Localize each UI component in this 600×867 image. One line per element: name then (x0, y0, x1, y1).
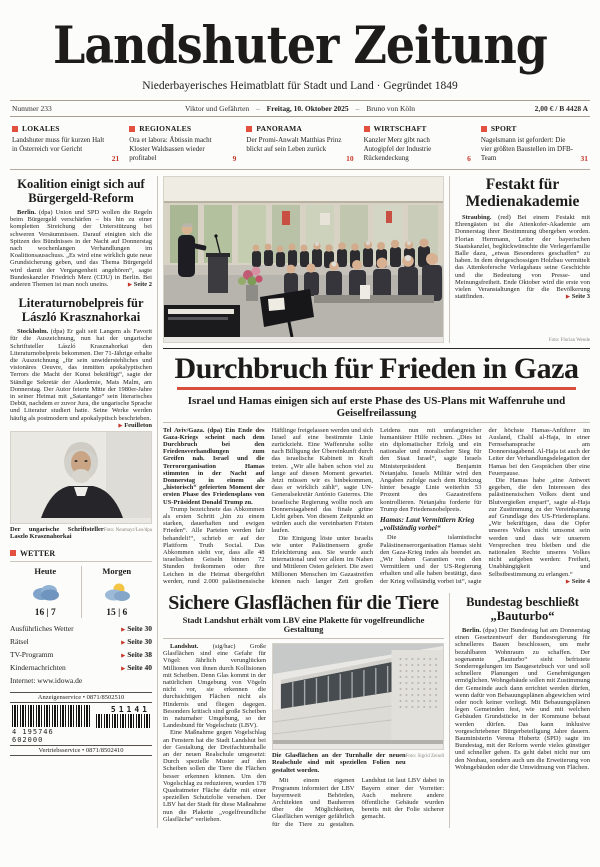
article-body (455, 627, 590, 771)
teaser-panorama[interactable] (246, 124, 353, 163)
dateline: Tel Aviv/Gaza. (163, 426, 205, 434)
teaser-text: Kanzler Merz gibt nach Autogipfel der Industrie Rückendeckung (363, 136, 432, 162)
weather-links (10, 624, 152, 685)
jump-label: Feuilleton (124, 421, 152, 429)
jump-arrow-icon: ▶ (121, 652, 126, 659)
body-text: (dpa) Er galt seit Langem als Favorit für die Auszeichnung, nun hat der ungarische Schriftsteller László Krasznahorkai den Literaturnobelpreis bekommen. Der 71-Jährige erhalte die Auszeichnung „für sein unwiderstehliches und visionäres Oeuvre, das inmitten apokalyptischen Terrors die Macht der Kunst bekräftigt“, sagte der Ständige Sekretär der Akademie, Mats Malm, am Donnerstag. Der Autor feierte Mitte der 1980er-Jahre in seiner Heimat mit „Satantango“ sein literarisches Debüt, nachdem er zuvor Jura, die ungarische Sprache und Literatur studiert hatte. Seine Werke werden häufig als postmodern und apokalyptisch beschrieben. (10, 328, 152, 422)
price-label: 2,00 € / B 4428 A (534, 104, 588, 113)
barcode-block (10, 703, 152, 745)
article-body (10, 209, 152, 288)
body-text: (red) Bei einem Festakt mit Ehrengästen ist die Attenkofer-Akademie am Donnerstag ihrer Bestimmung übergeben worden. Florian Herrmann, Leiter der bayerischen Staatskanzlei, beglückwünschte die Verlegerfamilie Balle dazu, „etwas Besonderes geschaffen“ zu haben. In dem dreigeschossigen Holzbau vermittelt das Attenkofersche Verlagshaus seine Geschichte und die Bedeutung von Presse- und Meinungsfreiheit. Ende Oktober wird die erste von vielen Veranstaltungen für die Bevölkerung stattfinden. (455, 214, 591, 301)
link-label: TV-Programm (10, 649, 54, 659)
red-square-icon (10, 550, 16, 556)
section-teaser-bar (10, 117, 590, 170)
article-headline (455, 595, 590, 623)
page-number[interactable]: 6 (467, 154, 471, 163)
article-body (10, 328, 152, 429)
article-body (163, 643, 444, 828)
article-body (163, 427, 590, 586)
text-columns (272, 777, 444, 827)
ean-number: 4 195746 602000 (12, 727, 54, 744)
section-header (12, 124, 119, 133)
teaser-text: Der Promi-Anwalt Matthias Prinz blickt auf sein Leben zurück (246, 136, 342, 153)
weather-link-row[interactable] (10, 663, 152, 672)
weather-link-row[interactable] (10, 624, 152, 633)
article-glasflaechen (163, 593, 444, 828)
jump-arrow-icon: ▶ (127, 282, 133, 289)
jump-label: Seite 3 (571, 293, 590, 301)
dateline: Straubing. (462, 214, 492, 221)
author-portrait-block (10, 431, 152, 541)
forecast-tomorrow (81, 566, 153, 618)
red-square-icon (481, 126, 487, 132)
article-headline: Sichere Glasflächen für die Tiere (168, 591, 439, 614)
page-number[interactable]: 9 (232, 154, 237, 163)
page-label: Seite 40 (127, 662, 152, 672)
photo-and-text (272, 643, 444, 828)
body-paragraph: Mit einem eigenen Programm informiert der LBV bayernweit Behörden, Architekten und Bauherren über die Möglichkeiten, Glasflächen weniger gefährlich für die Tiere zu gestalten. Landshut ist laut LBV dabei in Bayern einer der Vorreiter: Auch mehrere andere öffentliche Gebäude wurden bereits mit der Folie sicherer gemacht. (272, 777, 444, 828)
photo-caption (272, 752, 444, 775)
top-row (163, 176, 590, 343)
main-headline: Durchbruch für Frieden in Gaza (174, 352, 579, 385)
jump-reference[interactable] (111, 422, 152, 430)
teaser-sport[interactable] (481, 124, 588, 163)
forecast-temps: 16 | 7 (34, 607, 56, 618)
section-name: PANORAMA (256, 124, 303, 133)
ean-barcode (12, 705, 90, 744)
column-divider (449, 593, 450, 828)
date-line (132, 104, 468, 113)
article-headline: Literaturnobelpreis für László Krasznahorkai (18, 296, 144, 324)
jump-reference[interactable] (559, 293, 590, 301)
article-headline: Koalition einigt sich auf Bürgergeld-Reform (17, 177, 145, 205)
caption-text: Der ungarische Schriftsteller Laszlo Krasznahorkai (10, 525, 104, 541)
link-label: Kindernachrichten (10, 662, 66, 672)
teaser-regionales[interactable] (129, 124, 236, 163)
page-label: Seite 30 (127, 623, 152, 633)
dateline: Berlin. (462, 626, 481, 634)
body-text: (dpa) Der Bundestag hat am Donnerstag einen Gesetzentwurf der Bundesregierung für schnelleres Bauen beschlossen, um mehr bezahlbaren Wohnraum zu schaffen. Der sogenannte „Bauturbo“ sieht befristete Sonderregelungen im Baugesetzbuch vor und soll schnellere Planungen und Genehmigungen ermöglichen. Wohngebäude sollen mit Zustimmung der Gemeinde auch dann errichtet werden dürfen, wenn dafür von Bebauungsplänen abgewichen wird oder noch keiner vorliegt. Mit Bebauungsplänen legen Gemeinden fest, wie und mit welchen Gebäuden Grundstücke in der Kommune bebaut werden dürfen. Das kann inklusive vorgeschriebener Bürgerbeteiligung Jahre dauern. Bauministerin Verena Hubertz (SPD) sagte im Bundestag, mit der Reform werde vieles günstiger und schneller gehen. Es geht dabei nicht nur um den Neubau, sondern auch um die Erweiterung von Wohngebäuden oder die Umwidmung von Flächen. (455, 626, 590, 771)
name-day-left: Viktor und Gefährten (185, 104, 250, 113)
forecast-day-label: Morgen (102, 565, 132, 576)
internet-link[interactable]: Internet: www.idowa.de (10, 675, 83, 685)
article-buergergeld (10, 178, 152, 288)
section-header (246, 124, 353, 133)
teaser-wirtschaft[interactable] (364, 124, 471, 163)
column-divider (157, 176, 158, 828)
red-square-icon (129, 126, 135, 132)
jump-arrow-icon: ▶ (565, 294, 571, 301)
section-header (129, 124, 236, 133)
keyboard (164, 305, 240, 337)
article-body (455, 214, 590, 301)
jump-label: Seite 2 (133, 281, 152, 289)
article-nobelpreis (10, 296, 152, 429)
issue-number: Nummer 233 (12, 104, 52, 113)
edition-code: 51141 (110, 704, 150, 714)
link-page (121, 637, 152, 646)
body-paragraph: Die islamistische Palästinenserorganisation Hamas sieht den Gaza-Krieg indes als beendet an. „Wir haben Garantien von den Vermittlern und der US-Regierung erhalten und alle haben bestätigt, dass der Krieg vollständig vorbei ist“, sagte der höchste Hamas-Anführer im Ausland, Chalil al-Haja, in einer Fernsehansprache am Donnerstagabend. Al-Haja ist auch der Leiter der Verhandlungsdelegation der Hamas bei den Gesprächen über eine Feuerpause. (380, 426, 590, 585)
portrait-illustration (11, 432, 151, 518)
section-header (364, 124, 471, 133)
photo-credit: Foto: Sigrid Zeindl (405, 753, 444, 759)
photo-credit: Foto: Neumayr/Leo/dpa (103, 527, 152, 533)
weather-link-row[interactable] (10, 637, 152, 646)
section-name: REGIONALES (139, 124, 192, 133)
section-header (481, 124, 588, 133)
paper-subtitle: Niederbayerisches Heimatblatt für Stadt und Land · Gegründet 1849 (142, 80, 458, 92)
forecast-today (10, 566, 81, 618)
jump-arrow-icon: ▶ (121, 665, 126, 672)
sub-headline: Israel und Hamas einigen sich auf erste Phase des US-Plans mit Waffenruhe und Geiselfreilassung (187, 394, 566, 419)
divider-rule (163, 422, 590, 423)
article-festakt (455, 176, 590, 343)
masthead (10, 6, 590, 93)
body-paragraph: Die Einigung löste unter Israelis wie unter Palästinensern große Erleichterung aus. Sie wurde auch international und vor allem im Nahen und Mittleren Osten gefeiert. Die zwei Millionen Menschen im Gazastreifen können nach langer Zeit großen Leidens nun mit umfangreicher humanitärer Hilfe rechnen. „Dies ist ein diplomatischer Erfolg und ein nationaler und moralischer Sieg für den Staat Israel“, sagte Israels Ministerpräsident Benjamin Netanjahu. Israels Militär wird den Angaben zufolge nach dem Rückzug hinter besagte Linie weiterhin 53 Prozent des Gazastreifens kontrollieren. Netanjahu forderte für Trump den Friedensnobelpreis. (271, 426, 482, 585)
content-area (10, 176, 590, 828)
page-number[interactable]: 21 (111, 154, 120, 163)
headline-underline (177, 387, 576, 390)
dateline: Landshut. (170, 642, 199, 650)
body-paragraph: (sig/hac) Große Glasflächen sind eine Gefahr für Vögel: Jährlich verunglücken Millionen von ihnen durch Kollisionen mit Scheiben. Denn Glas kommt in der natürlichen Umgebung von Vögeln nicht vor, sie erkennen die durchsichtigen Flächen nicht als Hindernis und fliegen dagegen. Besonders kritisch sind große Scheiben in naturnaher Umgebung, so der Landesbund für Vogelschutz (LBV). (163, 642, 267, 730)
red-square-icon (364, 126, 370, 132)
link-page (121, 650, 152, 659)
forecast-temps: 15 | 6 (106, 607, 128, 618)
section-name: LOKALES (22, 124, 60, 133)
building-photo (272, 643, 444, 750)
page-number[interactable]: 10 (346, 154, 354, 163)
main-event-photo (163, 176, 444, 343)
page-label: Seite 30 (127, 636, 152, 646)
text-column (163, 643, 266, 828)
dateline: Stockholm. (17, 328, 49, 336)
building-illustration (273, 644, 443, 744)
headline-line: „Bauturbo“ (490, 608, 555, 623)
photo-credit: Foto: Florian Wende (548, 338, 590, 343)
body-paragraph: Die Hamas habe „eine Antwort gegeben, die den Interessen des palästinensischen Volkes dient und Blutvergießen erspart“, sagte al-Haja zur Zustimmung zu der Vereinbarung auf Grundlage des US-Friedensplans. „Wir bekräftigen, dass die Opfer unseres Volkes nicht umsonst sein werden und dass wir unserem Versprechen treu bleiben und die nationalen Rechte unseres Volkes nicht aufgeben werden: Freiheit, Unabhängigkeit und Selbstbestimmung zu erlangen.“ (488, 476, 590, 578)
forecast-day-label: Heute (34, 565, 57, 576)
author-portrait-photo (10, 431, 152, 524)
cloudy-icon (10, 579, 81, 605)
body-text: (dpa) Union und SPD wollen die Regeln beim Bürgergeld verschärfen – bis hin zu einer kompletten Streichung der Unterstützung bei schweren Versäumnissen. Darauf einigten sich die Spitzen des Bündnisses in der Nacht auf Donnerstag nach wochenlangen Verhandlungen im Koalitionsausschuss. „Es wird eine wirklich gute neue Grundsicherung geben, und das Thema Bürgergeld wird damit der Vergangenheit angehören“, sagte Bundeskanzler Friedrich Merz (CDU) in Berlin. Bei anderen Themen ist man noch uneins. (10, 209, 152, 289)
issue-date: Freitag, 10. Oktober 2025 (266, 104, 349, 113)
section-name: WIRTSCHAFT (373, 124, 427, 133)
link-label: Ausführliches Wetter (10, 623, 74, 633)
headline-line: Bundestag beschließt (466, 594, 579, 609)
barcode-image (96, 714, 150, 728)
dash-separator: – (355, 104, 360, 113)
jump-arrow-icon: ▶ (121, 626, 126, 633)
sub-headline: Stadt Landshut erhält vom LBV eine Plakette für vogelfreundliche Gestaltung (182, 614, 425, 635)
jump-arrow-icon: ▶ (565, 578, 571, 585)
teaser-lokales[interactable] (12, 124, 119, 163)
ad-service-line: Anzeigenservice • 0871/8502510 (10, 693, 152, 703)
edition-barcode (96, 705, 150, 728)
weather-header (10, 549, 152, 562)
weather-box (10, 549, 152, 685)
link-label: Rätsel (10, 636, 29, 646)
body-paragraph: Eine Maßnahme gegen Vogelschlag an Fenstern hat die Stadt Landshut bei der Gestaltung der Dreifachturnhalle an der neuen Realschule umgesetzt: Durch spezielle Muster auf den Scheiben sollen die Tiere die Flächen besser erkennen können. Um den Vogelschlag zu reduzieren, wurden 178 Quadratmeter Fläche dafür mit einer speziellen Schutzfolie versehen. Der LBV hat der Stadt für diese Maßnahme nun die Plakette „vogelfreundliche Glasfläche“ verliehen. (163, 729, 266, 823)
page-label: Seite 38 (127, 649, 152, 659)
bottom-row (163, 593, 590, 828)
photo-caption (10, 526, 152, 541)
jump-reference[interactable] (559, 578, 590, 586)
distribution-service-line: Vertriebsservice • 0871/8502410 (10, 745, 152, 755)
divider-rule (163, 638, 444, 639)
caption-text: Die Glasflächen an der Turnhalle der neuen Realschule sind mit speziellen Folien neu gestaltet worden. (272, 751, 406, 774)
jump-arrow-icon: ▶ (118, 422, 123, 429)
main-column (163, 176, 590, 828)
article-gaza (163, 348, 590, 586)
link-page (121, 663, 152, 672)
weather-forecast (10, 566, 152, 618)
event-photo-illustration (164, 177, 443, 337)
teaser-text: Landshuter muss für kurzen Halt in Österreich vor Gericht (12, 136, 105, 153)
weather-title: WETTER (20, 548, 56, 558)
teaser-text: Ora et labora: Äbtissin macht Kloster Waldsassen wieder profitabel (129, 136, 212, 162)
lead-paragraph: (dpa) Ein Ende des Gaza-Kriegs scheint nach dem Durchbruch bei den Friedensverhandlungen zum Greifen nah. Israel und die Terrororganisation Hamas stimmten in der Nacht auf Donnerstag in einem als „historisch“ gefeierten Moment der ersten Phase des Friedensplans von US-Präsident Donald Trump zu. (163, 426, 265, 506)
service-box (10, 692, 152, 756)
jump-label: Seite 4 (571, 577, 590, 585)
jump-reference[interactable] (121, 281, 152, 289)
red-square-icon (12, 126, 18, 132)
jump-arrow-icon: ▶ (121, 639, 126, 646)
partly-sunny-icon (82, 579, 153, 605)
page-number[interactable]: 31 (580, 154, 589, 163)
article-bauturbo (455, 593, 590, 828)
teaser-text: Nagelsmann ist gefordert: Die vier größten Baustellen im DFB-Team (480, 136, 573, 162)
article-headline: Festakt für Medienakademie (465, 176, 580, 210)
dateline: Berlin. (17, 209, 36, 216)
body-paragraph: Trump bezeichnete das Abkommen als ersten Schritt „hin zu einem starken, dauerhaften und ewigen Frieden“. Alle Parteien werden fair behandelt!“, schrieb er auf der Plattform Truth Social. Das Abkommen sieht vor, dass alle 48 israelischen Geiseln binnen 72 Stunden freikommen oder ihre Leichen in die Heimat übergeführt werden, rund 2.000 palästinensische Häftlinge freigelassen werden und sich Israel auf eine bestimmte Linie zurückzieht. Eine Waffenruhe sollte nach Billigung der Übereinkunft durch das israelische Kabinett in Kraft treten. „Wir alle haben schon viel zu lange auf diesen Moment gewartet. Jetzt müssen wir es hinbekommen, dass er wirklich zählt“, sagte UN-Generalsekretär António Guterres. Die israelische Regierung wollte noch am Donnerstagabend das finale grüne Licht geben. Von diesem Zeitpunkt an würden auch die vereinbarten Fristen laufen. (163, 426, 373, 585)
section-name: SPORT (490, 124, 517, 133)
crosshead: Hamas: Laut Vermittlern Krieg „vollständig vorbei“ (380, 514, 475, 533)
paper-title: Landshuter Zeitung (53, 14, 547, 76)
left-column (10, 176, 152, 828)
barcode-image (12, 705, 90, 727)
link-page (121, 624, 152, 633)
red-square-icon (246, 126, 252, 132)
name-day-right: Bruno von Köln (366, 104, 415, 113)
column-divider (449, 176, 450, 343)
issue-info-bar (10, 100, 590, 117)
weather-link-row[interactable] (10, 650, 152, 659)
dash-separator: – (256, 104, 260, 113)
